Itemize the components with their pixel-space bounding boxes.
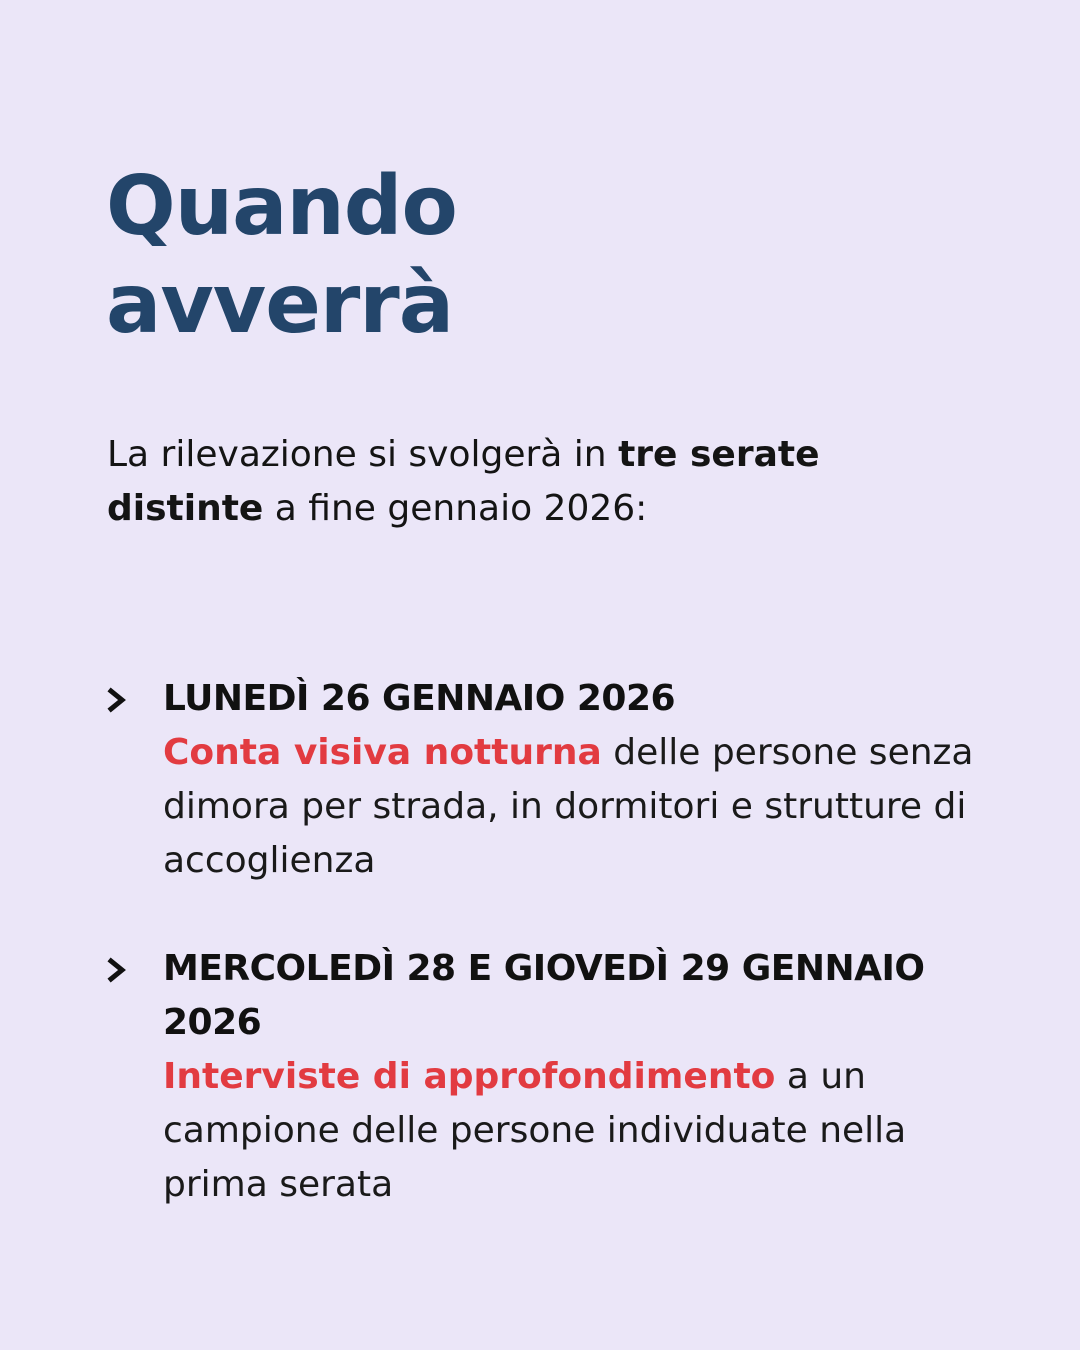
chevron-right-icon [107, 680, 129, 720]
event-item-interviews [107, 942, 1007, 1212]
intro-text-after: a fine gennaio 2026: [263, 488, 648, 529]
event-list [107, 672, 1007, 1266]
event-description [163, 1050, 1007, 1212]
title-line-1: Quando [106, 159, 457, 254]
page-title [106, 158, 457, 354]
event-detail: a un campione delle persone individuate nella prima serata [163, 1056, 907, 1205]
event-description [163, 726, 1007, 888]
event-highlight: Conta visiva notturna [163, 732, 602, 773]
event-date: LUNEDÌ 26 GENNAIO 2026 [163, 678, 676, 719]
intro-paragraph [107, 428, 967, 536]
chevron-right-icon [107, 950, 129, 990]
event-detail: delle persone senza dimora per strada, in dormitori e strutture di accoglienza [163, 732, 974, 881]
intro-emphasis: tre serate distinte [107, 434, 820, 529]
intro-text-before: La rilevazione si svolgerà in [107, 434, 619, 475]
event-item-first-evening [107, 672, 1007, 888]
event-date: MERCOLEDÌ 28 E GIOVEDÌ 29 GENNAIO 2026 [163, 948, 925, 1043]
title-line-2: avverrà [106, 257, 454, 352]
event-highlight: Interviste di approfondimento [163, 1056, 776, 1097]
